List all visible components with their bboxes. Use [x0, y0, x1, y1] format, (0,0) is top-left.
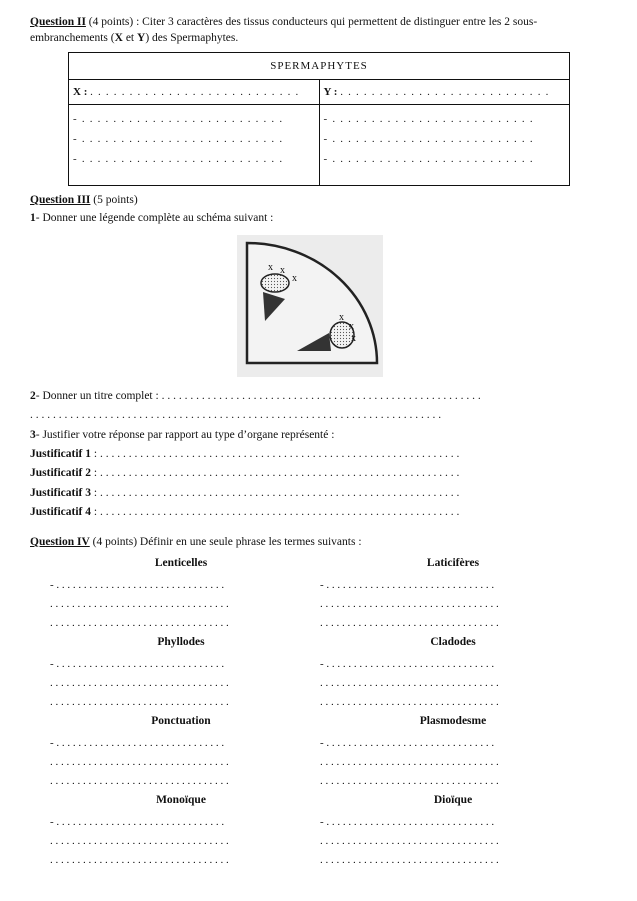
- y-answers[interactable]: [319, 105, 570, 186]
- term-left: Ponctuation: [151, 715, 211, 727]
- def-line: . . . . . . . . . . . . . . . . . . . . . . . . . . . . . . . . .: [320, 835, 499, 847]
- q4-label: Question IV: [30, 536, 90, 548]
- q2-text-line2a: embranchements (: [30, 32, 115, 44]
- x-answer-line: - . . . . . . . . . . . . . . . . . . . . . . . . . .: [73, 133, 284, 145]
- definition-left[interactable]: [50, 655, 312, 712]
- def-line: - . . . . . . . . . . . . . . . . . . . . . . . . . . . . . . .: [50, 737, 225, 749]
- q2-x: X: [114, 32, 123, 44]
- justificatif-label: Justificatif 3: [30, 487, 92, 499]
- q3-item2-answer[interactable]: [30, 409, 441, 421]
- q2-text-line2c: ) des Spermaphytes.: [145, 32, 239, 44]
- definition-right[interactable]: [320, 734, 582, 791]
- definition-right[interactable]: [320, 813, 582, 870]
- col-y-label: Y :: [323, 86, 338, 98]
- term-left: Monoïque: [156, 794, 206, 806]
- justificatif-4[interactable]: [30, 506, 459, 518]
- mark-x: x: [339, 312, 344, 323]
- mark-x: x: [280, 265, 285, 276]
- def-line: - . . . . . . . . . . . . . . . . . . . . . . . . . . . . . . .: [50, 816, 225, 828]
- y-answer-line: - . . . . . . . . . . . . . . . . . . . . . . . . . .: [323, 153, 534, 165]
- justificatif-2[interactable]: [30, 467, 459, 479]
- def-line: - . . . . . . . . . . . . . . . . . . . . . . . . . . . . . . .: [50, 658, 225, 670]
- justificatif-dots: : . . . . . . . . . . . . . . . . . . . . . . . . . . . . . . . . . . . . . . . . . . . . . . . . . . . . . . . . . . . . . . .: [91, 467, 460, 479]
- def-line: - . . . . . . . . . . . . . . . . . . . . . . . . . . . . . . .: [320, 579, 495, 591]
- q3-item3-text: - Justifier votre réponse par rapport au type d’organe représenté :: [35, 429, 335, 441]
- mark-x: x: [268, 262, 273, 273]
- def-line: . . . . . . . . . . . . . . . . . . . . . . . . . . . . . . . . .: [320, 756, 499, 768]
- q3-item3-num: 3: [30, 429, 36, 441]
- q3-item1: [30, 212, 273, 224]
- term-left: Lenticelles: [154, 557, 208, 569]
- col-y-dots: . . . . . . . . . . . . . . . . . . . . . . . . . . .: [340, 86, 550, 98]
- definition-left[interactable]: [50, 576, 312, 633]
- def-line: - . . . . . . . . . . . . . . . . . . . . . . . . . . . . . . .: [50, 579, 225, 591]
- def-line: . . . . . . . . . . . . . . . . . . . . . . . . . . . . . . . . .: [320, 677, 499, 689]
- mark-x: x: [349, 321, 354, 332]
- q3-item2-text: - Donner un titre complet : . . . . . . . . . . . . . . . . . . . . . . . . . . . . . . . . . . . . . . . . . . . . . . . . . . . . . . . .: [35, 390, 481, 402]
- justificatif-label: Justificatif 2: [30, 467, 92, 479]
- q3-item1-text: - Donner une légende complète au schéma suivant :: [35, 212, 274, 224]
- def-line: . . . . . . . . . . . . . . . . . . . . . . . . . . . . . . . . .: [320, 775, 499, 787]
- q2-label: Question II: [30, 16, 86, 28]
- table-header: SPERMAPHYTES: [69, 53, 570, 80]
- term-right: Cladodes: [430, 636, 476, 648]
- q2-text-line1: (4 points) : Citer 3 caractères des tissus conducteurs qui permettent de distinguer entre les 2 sous-: [85, 16, 538, 28]
- term-right: Laticifères: [426, 557, 480, 569]
- col-x-cell[interactable]: [69, 80, 320, 105]
- def-line: . . . . . . . . . . . . . . . . . . . . . . . . . . . . . . . . .: [320, 854, 499, 866]
- col-x-label: X :: [73, 86, 88, 98]
- justificatif-label: Justificatif 1: [30, 448, 92, 460]
- justificatif-1[interactable]: [30, 448, 459, 460]
- def-line: . . . . . . . . . . . . . . . . . . . . . . . . . . . . . . . . .: [50, 835, 229, 847]
- mark-x: x: [292, 273, 297, 284]
- def-line: . . . . . . . . . . . . . . . . . . . . . . . . . . . . . . . . .: [50, 617, 229, 629]
- justificatif-dots: : . . . . . . . . . . . . . . . . . . . . . . . . . . . . . . . . . . . . . . . . . . . . . . . . . . . . . . . . . . . . . . .: [91, 506, 460, 518]
- q3-item3: [30, 429, 334, 441]
- term-right: Plasmodesme: [419, 715, 487, 727]
- def-line: . . . . . . . . . . . . . . . . . . . . . . . . . . . . . . . . .: [50, 775, 229, 787]
- q2-y: Y: [137, 32, 146, 44]
- x-answers[interactable]: [69, 105, 320, 186]
- def-line: . . . . . . . . . . . . . . . . . . . . . . . . . . . . . . . . .: [320, 617, 499, 629]
- q4-text: (4 points) Définir en une seule phrase les termes suivants :: [89, 536, 362, 548]
- q3-item2-num: 2: [30, 390, 36, 402]
- definition-right[interactable]: [320, 576, 582, 633]
- def-line: . . . . . . . . . . . . . . . . . . . . . . . . . . . . . . . . .: [50, 696, 229, 708]
- definition-left[interactable]: [50, 813, 312, 870]
- definition-right[interactable]: [320, 655, 582, 712]
- y-answer-line: - . . . . . . . . . . . . . . . . . . . . . . . . . .: [323, 133, 534, 145]
- def-line: - . . . . . . . . . . . . . . . . . . . . . . . . . . . . . . .: [320, 816, 495, 828]
- x-answer-line: - . . . . . . . . . . . . . . . . . . . . . . . . . .: [73, 113, 284, 125]
- def-line: . . . . . . . . . . . . . . . . . . . . . . . . . . . . . . . . .: [320, 696, 499, 708]
- xylem-bundle-1: [261, 274, 289, 292]
- q3-label: Question III: [30, 194, 91, 206]
- q3-item2: [30, 390, 481, 402]
- def-line: - . . . . . . . . . . . . . . . . . . . . . . . . . . . . . . .: [320, 658, 495, 670]
- justificatif-dots: : . . . . . . . . . . . . . . . . . . . . . . . . . . . . . . . . . . . . . . . . . . . . . . . . . . . . . . . . . . . . . . .: [91, 448, 460, 460]
- term-right: Dioïque: [433, 794, 473, 806]
- def-line: . . . . . . . . . . . . . . . . . . . . . . . . . . . . . . . . .: [50, 677, 229, 689]
- q3-points: (5 points): [90, 194, 138, 206]
- col-x-dots: . . . . . . . . . . . . . . . . . . . . . . . . . . .: [90, 86, 300, 98]
- col-y-cell[interactable]: [319, 80, 570, 105]
- spermaphytes-table: [68, 52, 570, 186]
- justificatif-dots: : . . . . . . . . . . . . . . . . . . . . . . . . . . . . . . . . . . . . . . . . . . . . . . . . . . . . . . . . . . . . . . .: [91, 487, 460, 499]
- q3-item1-num: 1: [30, 212, 36, 224]
- stem-section-diagram: [237, 235, 383, 377]
- q4-heading: [30, 536, 362, 548]
- def-line: . . . . . . . . . . . . . . . . . . . . . . . . . . . . . . . . .: [320, 598, 499, 610]
- x-answer-line: - . . . . . . . . . . . . . . . . . . . . . . . . . .: [73, 153, 284, 165]
- q3-heading: [30, 194, 138, 206]
- justificatif-label: Justificatif 4: [30, 506, 92, 518]
- q2-text-line2b: et: [122, 32, 137, 44]
- definition-left[interactable]: [50, 734, 312, 791]
- def-line: - . . . . . . . . . . . . . . . . . . . . . . . . . . . . . . .: [320, 737, 495, 749]
- q2-statement: [30, 14, 603, 46]
- def-line: . . . . . . . . . . . . . . . . . . . . . . . . . . . . . . . . .: [50, 756, 229, 768]
- mark-x: x: [351, 333, 356, 344]
- def-line: . . . . . . . . . . . . . . . . . . . . . . . . . . . . . . . . .: [50, 854, 229, 866]
- q3-item2-dots: . . . . . . . . . . . . . . . . . . . . . . . . . . . . . . . . . . . . . . . . . . . . . . . . . . . . . . . . . . . . . . . . . . . . . . . .: [30, 409, 442, 421]
- stem-section-svg: [237, 235, 383, 377]
- y-answer-line: - . . . . . . . . . . . . . . . . . . . . . . . . . .: [323, 113, 534, 125]
- def-line: . . . . . . . . . . . . . . . . . . . . . . . . . . . . . . . . .: [50, 598, 229, 610]
- justificatif-3[interactable]: [30, 487, 459, 499]
- term-left: Phyllodes: [157, 636, 205, 648]
